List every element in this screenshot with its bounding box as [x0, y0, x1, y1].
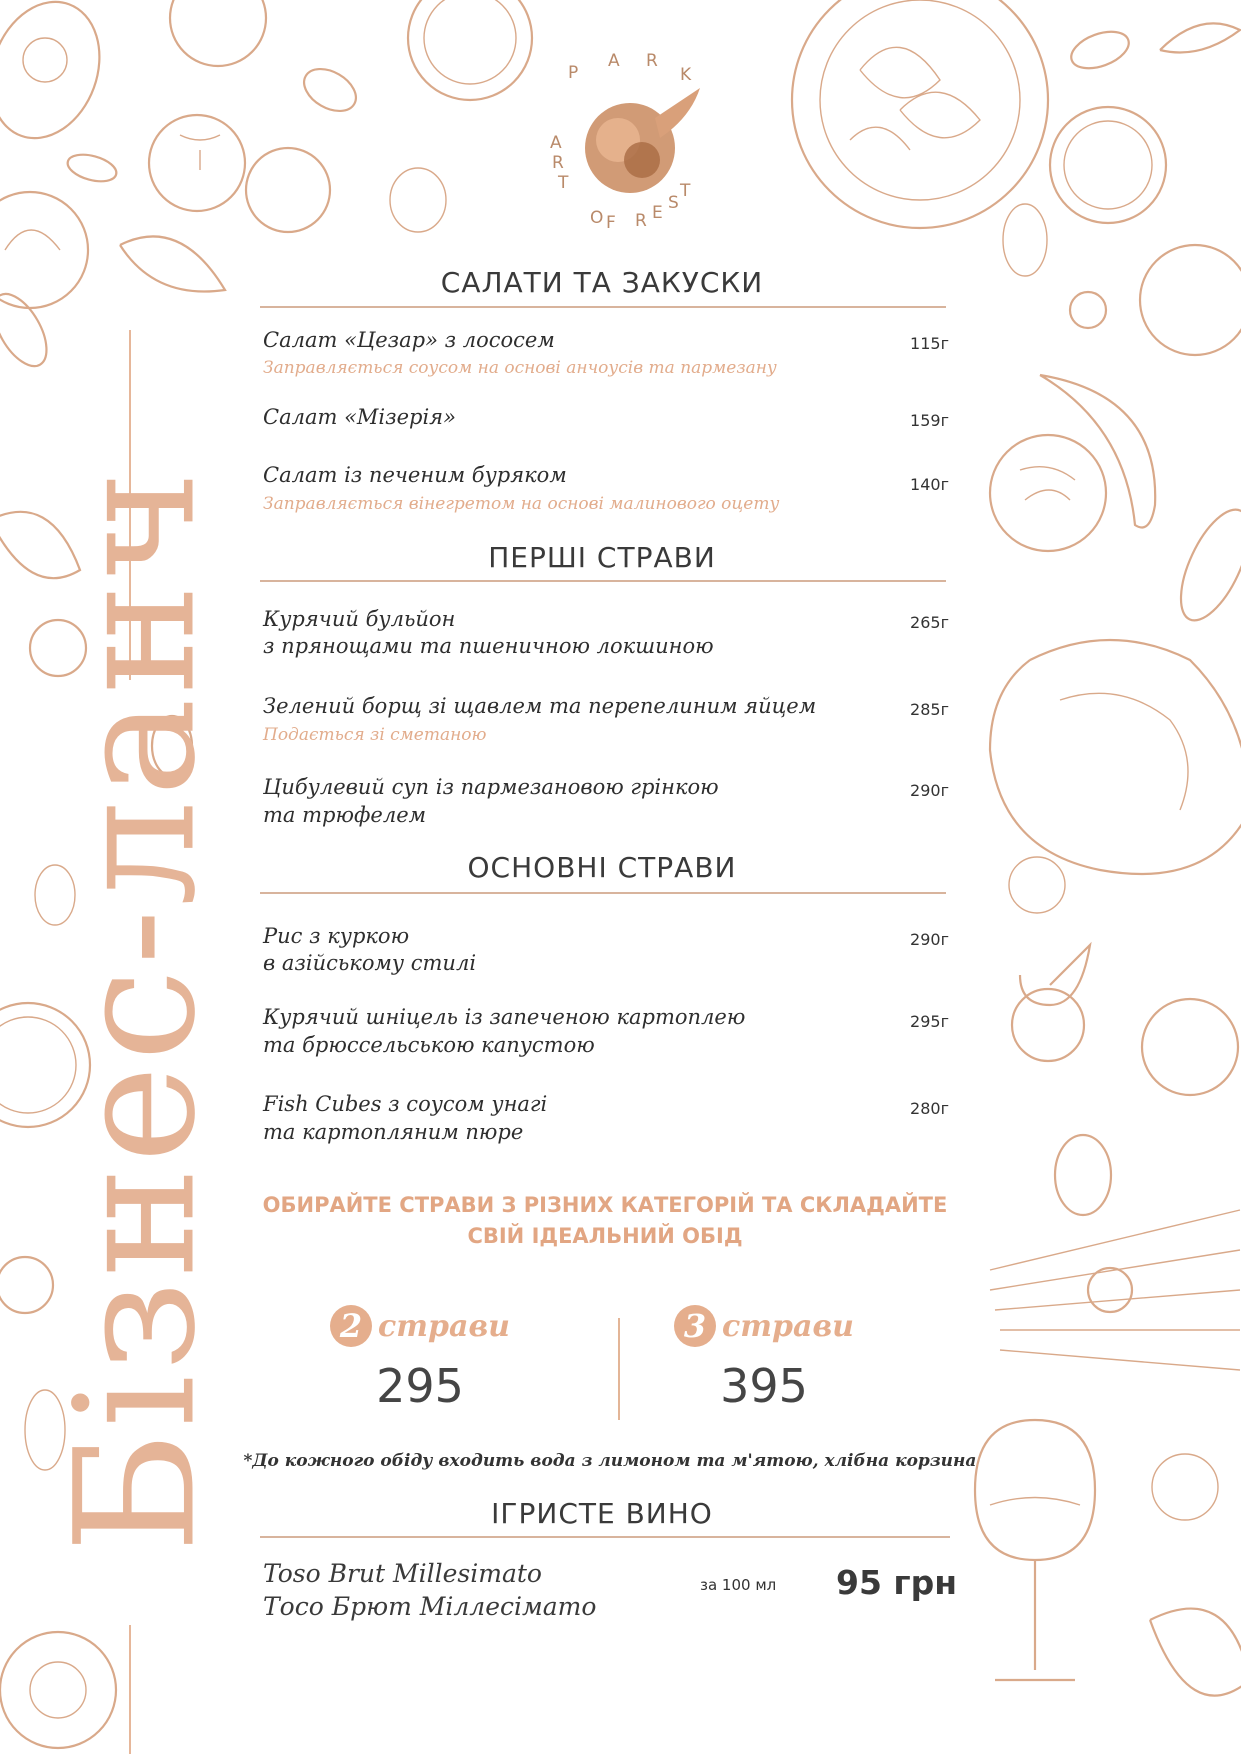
menu-item-weight: 295г	[910, 1012, 949, 1031]
salmon-icon	[990, 640, 1241, 874]
menu-item-name: Салат із печеним буряком	[263, 463, 567, 487]
menu-item-name-line2: та брюссельською капустою	[263, 1033, 595, 1057]
lemon-icon	[1050, 107, 1166, 223]
menu-item-weight: 265г	[910, 613, 949, 632]
wine-price: 95 грн	[836, 1563, 958, 1602]
menu-item-name: Салат «Мізерія»	[263, 405, 456, 429]
title-line-bottom	[129, 1625, 131, 1754]
combo-word: страви	[378, 1308, 510, 1344]
menu-item-name: Цибулевий суп із пармезановою грінкою	[263, 775, 719, 799]
logo-mosaic-icon	[585, 88, 700, 193]
asparagus-icon	[990, 1210, 1240, 1370]
menu-item-name: Fish Cubes з соусом унагі	[263, 1092, 548, 1116]
menu-item-name: Рис з куркою	[263, 924, 410, 948]
menu-item-weight: 285г	[910, 700, 949, 719]
leaf-icon	[120, 236, 225, 291]
menu-item-name: Зелений борщ зі щавлем та перепелиним яйцем	[263, 694, 817, 718]
menu-item-weight: 290г	[910, 781, 949, 800]
combo-price: 295	[376, 1359, 464, 1413]
logo-letter: O	[590, 208, 607, 228]
business-lunch-title: Бізнес-ланч	[39, 466, 232, 1554]
menu-item-description: Заправляється соусом на основі анчоусів та пармезану	[263, 358, 777, 378]
menu-item-description: Подається зі сметаною	[263, 725, 487, 745]
menu-item-name: Салат «Цезар» з лососем	[263, 328, 555, 352]
section-rule	[260, 580, 946, 582]
logo-letter: T	[558, 173, 572, 193]
section-title-salads: САЛАТИ ТА ЗАКУСКИ	[440, 266, 764, 299]
tomato-icon	[149, 115, 245, 211]
logo-letter: A	[550, 133, 565, 153]
section-title-wine: ІГРИСТЕ ВИНО	[491, 1497, 713, 1530]
logo-letter: S	[668, 193, 682, 213]
menu-item-weight: 115г	[910, 334, 949, 353]
logo-letter: K	[680, 65, 695, 85]
footnote: *До кожного обіду входить вода з лимоном та м'ятою, хлібна корзина	[243, 1451, 977, 1471]
promo-line-1: ОБИРАЙТЕ СТРАВИ З РІЗНИХ КАТЕГОРІЙ ТА СКЛАДАЙТЕ	[262, 1193, 948, 1217]
menu-item-name-line2: та картопляним пюре	[263, 1120, 524, 1144]
combo-two-dishes	[300, 1305, 540, 1425]
combo-price: 395	[720, 1359, 808, 1413]
wine-name: Toso Brut Millesimato	[263, 1559, 542, 1588]
wine-name-ua: Тосо Брют Міллесімато	[263, 1592, 597, 1621]
logo-letter: R	[646, 51, 661, 71]
menu-item-name-line2: з прянощами та пшеничною локшиною	[263, 634, 714, 658]
menu-item-name: Курячий шніцель із запеченою картоплею	[263, 1005, 746, 1029]
menu-item-weight: 280г	[910, 1099, 949, 1118]
pepper-icon	[1040, 375, 1155, 528]
logo-letter: E	[652, 203, 666, 223]
wine-volume: за 100 мл	[700, 1576, 777, 1594]
menu-item-name-line2: в азійському стилі	[263, 951, 477, 975]
combo-word: страви	[722, 1308, 854, 1344]
plate-icon	[792, 0, 1048, 228]
logo-letter: F	[606, 213, 619, 233]
park-logo	[530, 48, 730, 248]
menu-item-name: Курячий бульйон	[263, 607, 456, 631]
section-rule	[260, 306, 946, 308]
menu-item-name-line2: та трюфелем	[263, 803, 427, 827]
logo-letter: T	[680, 181, 694, 201]
promo-text	[250, 1190, 960, 1252]
promo-line-2: СВІЙ ІДЕАЛЬНИЙ ОБІД	[467, 1224, 743, 1248]
menu-item-description: Заправляється вінегретом на основі малинового оцету	[263, 494, 780, 514]
section-title-main: ОСНОВНІ СТРАВИ	[467, 851, 737, 884]
combo-three-dishes	[644, 1305, 884, 1425]
section-rule	[260, 1536, 950, 1538]
wine-glass-icon	[975, 1420, 1095, 1680]
combo-count-badge: 3	[674, 1305, 716, 1347]
combo-count-badge: 2	[330, 1305, 372, 1347]
menu-item-weight: 140г	[910, 475, 949, 494]
combo-divider	[618, 1318, 620, 1420]
logo-letter: R	[552, 153, 567, 173]
menu-item-weight: 290г	[910, 930, 949, 949]
menu-item-weight: 159г	[910, 411, 949, 430]
logo-letter: A	[608, 51, 623, 71]
section-title-first: ПЕРШІ СТРАВИ	[488, 541, 716, 574]
logo-letter: R	[635, 211, 650, 231]
logo-letter: P	[568, 63, 582, 83]
section-rule	[260, 892, 946, 894]
